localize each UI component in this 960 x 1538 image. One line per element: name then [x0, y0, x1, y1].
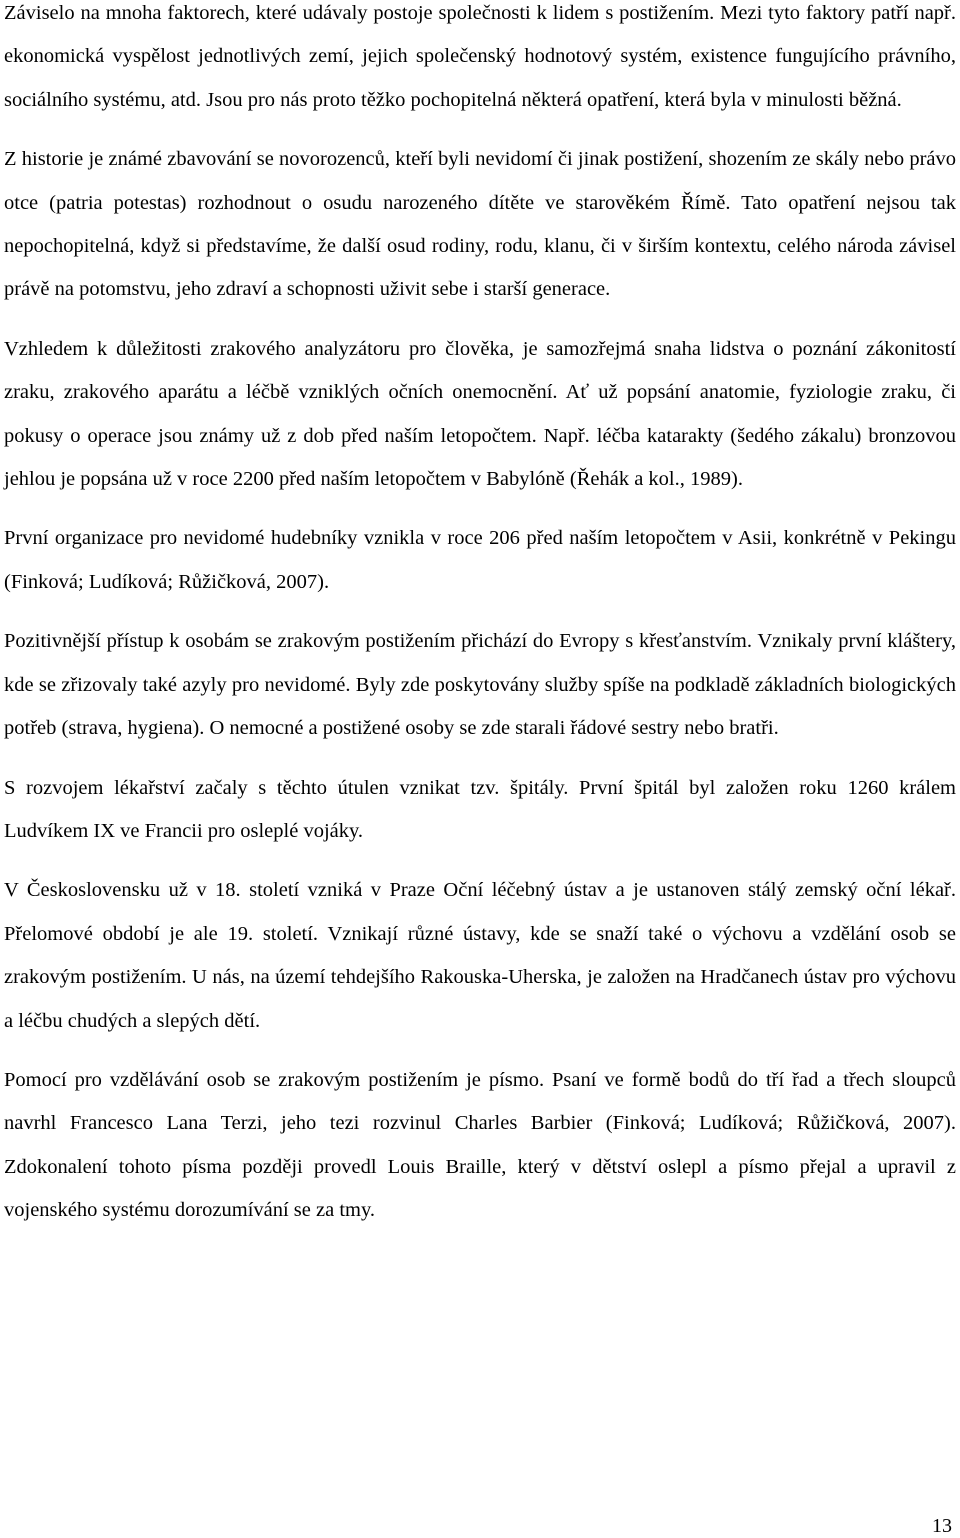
paragraph-3: Vzhledem k důležitosti zrakového analyzátoru pro člověka, je samozřejmá snaha lidstva o poznání zákonitostí zraku, zrakového aparátu a léčbě vzniklých očních onemocnění. Ať už popsání anatomie, fyziologie zraku, či pokusy o operace jsou známy už z dob před naším letopočtem. Např. léčba katarakty (šedého zákalu) bronzovou jehlou je popsána už v roce 2200 před naším letopočtem v Babylóně (Řehák a kol., 1989).: [4, 337, 956, 491]
paragraph-8: Pomocí pro vzdělávání osob se zrakovým postižením je písmo. Psaní ve formě bodů do tří řad a třech sloupců navrhl Francesco Lana Terzi, jeho tezi rozvinul Charles Barbier (Finková; Ludíková; Růžičková, 2007). Zdokonalení tohoto písma později provedl Louis Braille, který v dětství oslepl a písmo přejal a upravil z vojenského systému dorozumívání se za tmy.: [4, 1068, 956, 1222]
paragraph-2: Z historie je známé zbavování se novorozenců, kteří byli nevidomí či jinak postižení, shozením ze skály nebo právo otce (patria potestas) rozhodnout o osudu narozeného dítěte ve starověkém Římě. Tato opatření nejsou tak nepochopitelná, když si představíme, že další osud rodiny, rodu, klanu, či v širším kontextu, celého národa závisel právě na potomstvu, jeho zdraví a schopnosti uživit sebe i starší generace.: [4, 148, 956, 301]
paragraph-5: Pozitivnější přístup k osobám se zrakovým postižením přichází do Evropy s křesťanstvím. Vznikaly první kláštery, kde se zřizovaly také azyly pro nevidomé. Byly zde poskytovány služby spíše na podkladě základních biologických potřeb (strava, hygiena). O nemocné a postižené osoby se zde starali řádové sestry nebo bratři.: [4, 630, 956, 740]
paragraph-7: V Československu už v 18. století vzniká v Praze Oční léčebný ústav a je ustanoven stálý zemský oční lékař. Přelomové období je ale 19. století. Vznikají různé ústavy, kde se snaží také o výchovu a vzdělání osob se zrakovým postižením. U nás, na území tehdejšího Rakouska-Uherska, je založen na Hradčanech ústav pro výchovu a léčbu chudých a slepých dětí.: [4, 879, 956, 1032]
page-number: 13: [932, 1515, 952, 1537]
paragraph-6: S rozvojem lékařství začaly s těchto útulen vznikat tzv. špitály. První špitál byl založen roku 1260 králem Ludvíkem IX ve Francii pro osleplé vojáky.: [4, 776, 956, 842]
paragraph-1: Záviselo na mnoha faktorech, které udávaly postoje společnosti k lidem s postižením. Mezi tyto faktory patří např. ekonomická vyspělost jednotlivých zemí, jejich společenský hodnotový systém, existence fungujícího právního, sociálního systému, atd. Jsou pro nás proto těžko pochopitelná některá opatření, která byla v minulosti běžná.: [4, 2, 956, 111]
document-page: [4, 0, 956, 1249]
paragraph-4: První organizace pro nevidomé hudebníky vznikla v roce 206 před naším letopočtem v Asii, konkrétně v Pekingu (Finková; Ludíková; Růžičková, 2007).: [4, 527, 956, 593]
